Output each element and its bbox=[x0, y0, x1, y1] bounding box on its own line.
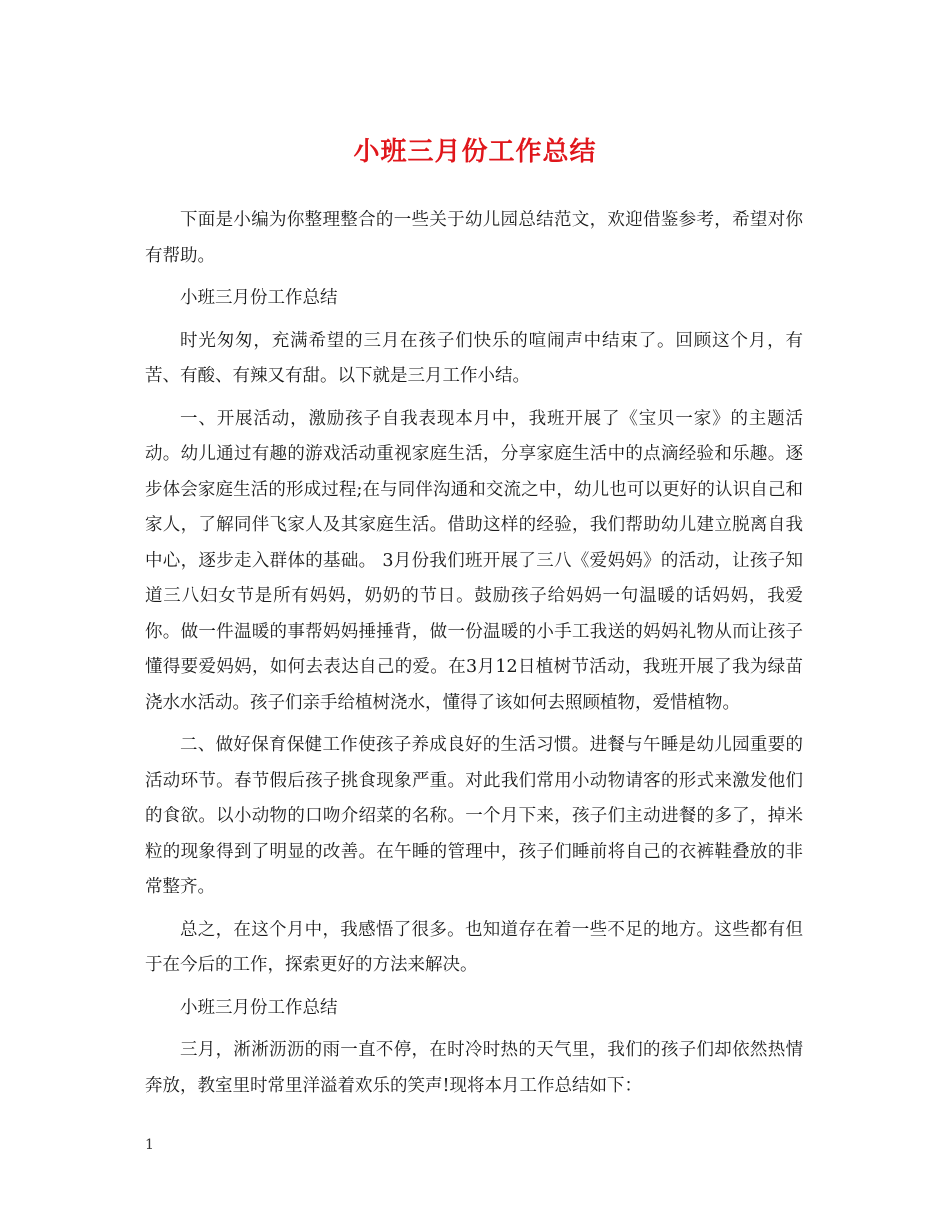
section-heading: 小班三月份工作总结 bbox=[180, 997, 338, 1018]
body-paragraph: 一、开展活动，激励孩子自我表现本月中，我班开展了《宝贝一家》的主题活动。幼儿通过有趣的游戏活动重视家庭生活，分享家庭生活中的点滴经验和乐趣。逐步体会家庭生活的形成过程;在与同伴沟通和交流之中，幼儿也可以更好的认识自己和家人，了解同伴飞家人及其家庭生活。借助这样的经验，我们帮助幼儿建立脱离自我中心，逐步走入群体的基础。 3月份我们班开展了三八《爱妈妈》的活动，让孩子知道三八妇女节是所有妈妈，奶奶的节日。鼓励孩子给妈妈一句温暖的话妈妈，我爱你。做一件温暖的事帮妈妈捶捶背，做一份温暖的小手工我送的妈妈礼物从而让孩子懂得要爱妈妈，如何去表达自己的爱。在3月12日植树节活动，我班开展了我为绿苗浇水水活动。孩子们亲手给植树浇水，懂得了该如何去照顾植物，爱惜植物。 bbox=[145, 408, 803, 713]
document-body bbox=[145, 203, 803, 1111]
body-paragraph: 二、做好保育保健工作使孩子养成良好的生活习惯。进餐与午睡是幼儿园重要的活动环节。春节假后孩子挑食现象严重。对此我们常用小动物请客的形式来激发他们的食欲。以小动物的口吻介绍菜的名称。一个月下来，孩子们主动进餐的多了，掉米粒的现象得到了明显的改善。在午睡的管理中，孩子们睡前将自己的衣裤鞋叠放的非常整齐。 bbox=[145, 735, 803, 897]
body-paragraph: 时光匆匆，充满希望的三月在孩子们快乐的喧闹声中结束了。回顾这个月，有苦、有酸、有辣又有甜。以下就是三月工作小结。 bbox=[145, 330, 803, 386]
body-paragraph: 总之，在这个月中，我感悟了很多。也知道存在着一些不足的地方。这些都有但于在今后的工作，探索更好的方法来解决。 bbox=[145, 919, 803, 975]
document-title: 小班三月份工作总结 bbox=[353, 137, 597, 167]
section-heading: 小班三月份工作总结 bbox=[180, 288, 338, 308]
body-paragraph: 三月，淅淅沥沥的雨一直不停，在时冷时热的天气里，我们的孩子们却依然热情奔放，教室里时常里洋溢着欢乐的笑声!现将本月工作总结如下： bbox=[145, 1040, 803, 1096]
page-number: 1 bbox=[145, 1137, 154, 1153]
intro-paragraph: 下面是小编为你整理整合的一些关于幼儿园总结范文，欢迎借鉴参考，希望对你有帮助。 bbox=[145, 210, 803, 266]
